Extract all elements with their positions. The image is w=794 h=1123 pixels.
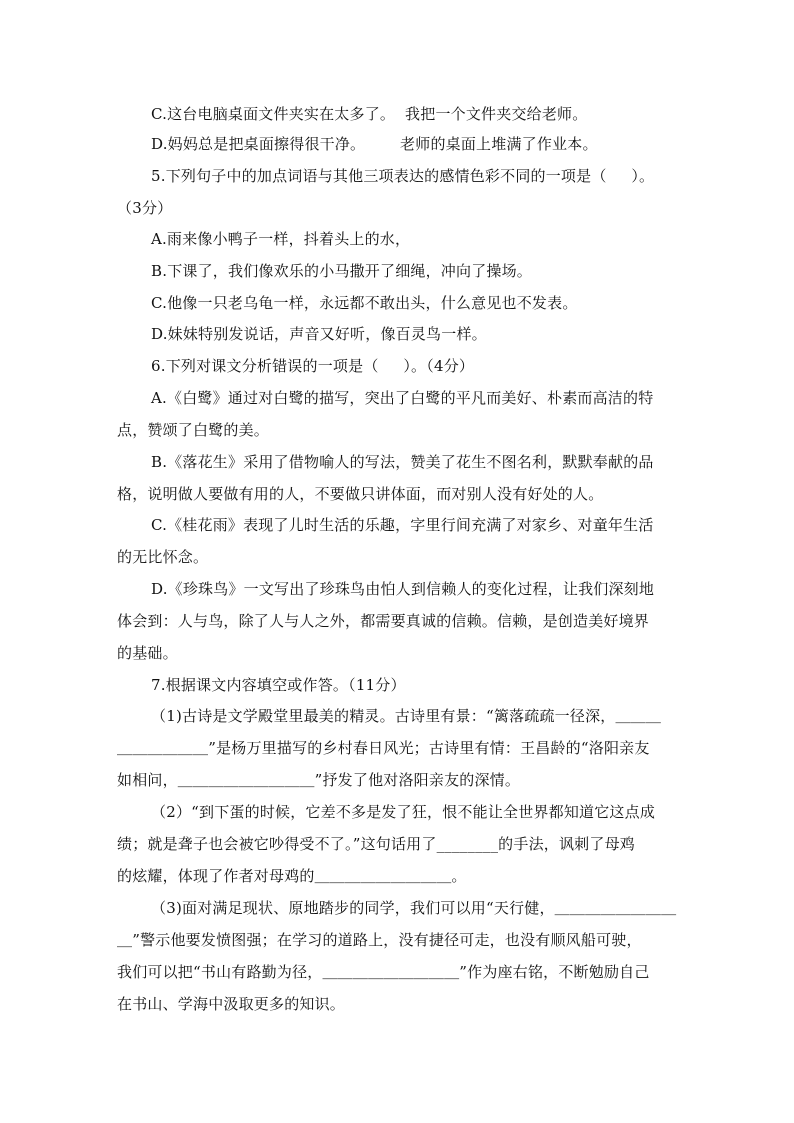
question-7-part1-line2: ＿＿＿＿＿＿”是杨万里描写的乡村春日风光；古诗里有情：王昌龄的“洛阳亲友	[117, 739, 650, 757]
question-7-part1-line1: （1)古诗是文学殿堂里最美的精灵。古诗里有景：“篱落疏疏一径深，＿＿＿	[151, 707, 662, 725]
question-6-option-d-line3: 的基础。	[117, 644, 178, 662]
question-6-option-a-line1: A.《白鹭》通过对白鹭的描写，突出了白鹭的平凡而美好、朴素而高洁的特	[151, 389, 654, 407]
question-5-stem: 5.下列句子中的加点词语与其他三项表达的感情色彩不同的一项是（ ）。	[151, 167, 655, 185]
question-6-option-c-line2: 的无比怀念。	[117, 548, 209, 566]
question-6-option-d-line2: 体会到：人与鸟，除了人与人之外，都需要真诚的信赖。信赖，是创造美好境界	[117, 612, 650, 630]
question-5-option-a: A.雨来像小鸭子一样，抖着头上的水，	[151, 230, 411, 248]
question-6-option-c-line1: C.《桂花雨》表现了儿时生活的乐趣，字里行间充满了对家乡、对童年生活	[151, 516, 654, 534]
question-6-stem: 6.下列对课文分析错误的一项是（ ）。（4分）	[151, 357, 475, 375]
question-7-part2-line3: 的炫耀，体现了作者对母鸡的＿＿＿＿＿＿＿＿＿。	[117, 867, 467, 885]
question-5-option-d: D.妹妹特别发说话，声音又好听，像百灵鸟一样。	[151, 325, 487, 343]
question-5-option-c: C.他像一只老乌龟一样，永远都不敢出头，什么意见也不发表。	[151, 294, 578, 312]
question-7-part2-line1: （2）“到下蛋的时候，它差不多是发了狂，恨不能让全世界都知道它这点成	[151, 803, 656, 821]
question-7-stem: 7.根据课文内容填空或作答。（11分）	[151, 676, 406, 694]
option-5c-line: C.这台电脑桌面文件夹实在太多了。 我把一个文件夹交给老师。	[151, 105, 588, 123]
question-7-part3-line3: 我们可以把“书山有路勤为径，＿＿＿＿＿＿＿＿＿”作为座右铭，不断勉励自己	[117, 963, 650, 981]
question-6-option-b-line1: B.《落花生》采用了借物喻人的写法，赞美了花生不图名利，默默奉献的品	[151, 453, 654, 471]
question-7-part2-line2: 绩；就是聋子也会被它吵得受不了。”这句话用了________的手法，讽刺了母鸡	[117, 835, 635, 853]
question-5-option-b: B.下课了，我们像欢乐的小马撒开了细绳，冲向了操场。	[151, 262, 532, 280]
question-7-part3-line1: （3)面对满足现状、原地踏步的同学，我们可以用“天行健，＿＿＿＿＿＿＿＿	[151, 899, 677, 917]
question-6-option-a-line2: 点，赞颂了白鹭的美。	[117, 421, 270, 439]
question-6-option-d-line1: D.《珍珠鸟》一文写出了珍珠鸟由怕人到信赖人的变化过程，让我们深刻地	[151, 580, 655, 598]
question-7-part3-line4: 在书山、学海中汲取更多的知识。	[117, 995, 346, 1013]
question-6-option-b-line2: 格，说明做人要做有用的人，不要做只讲体面，而对别人没有好处的人。	[117, 485, 604, 503]
question-7-part3-line2: ＿”警示他要发愤图强；在学习的道路上，没有捷径可走，也没有顺风船可驶，	[117, 931, 642, 949]
question-7-part1-line3: 如相问，＿＿＿＿＿＿＿＿＿”抒发了他对洛阳亲友的深情。	[117, 771, 521, 789]
option-5d-line: D.妈妈总是把桌面擦得很干净。 老师的桌面上堆满了作业本。	[151, 135, 598, 153]
question-5-score: （3分）	[117, 199, 173, 217]
